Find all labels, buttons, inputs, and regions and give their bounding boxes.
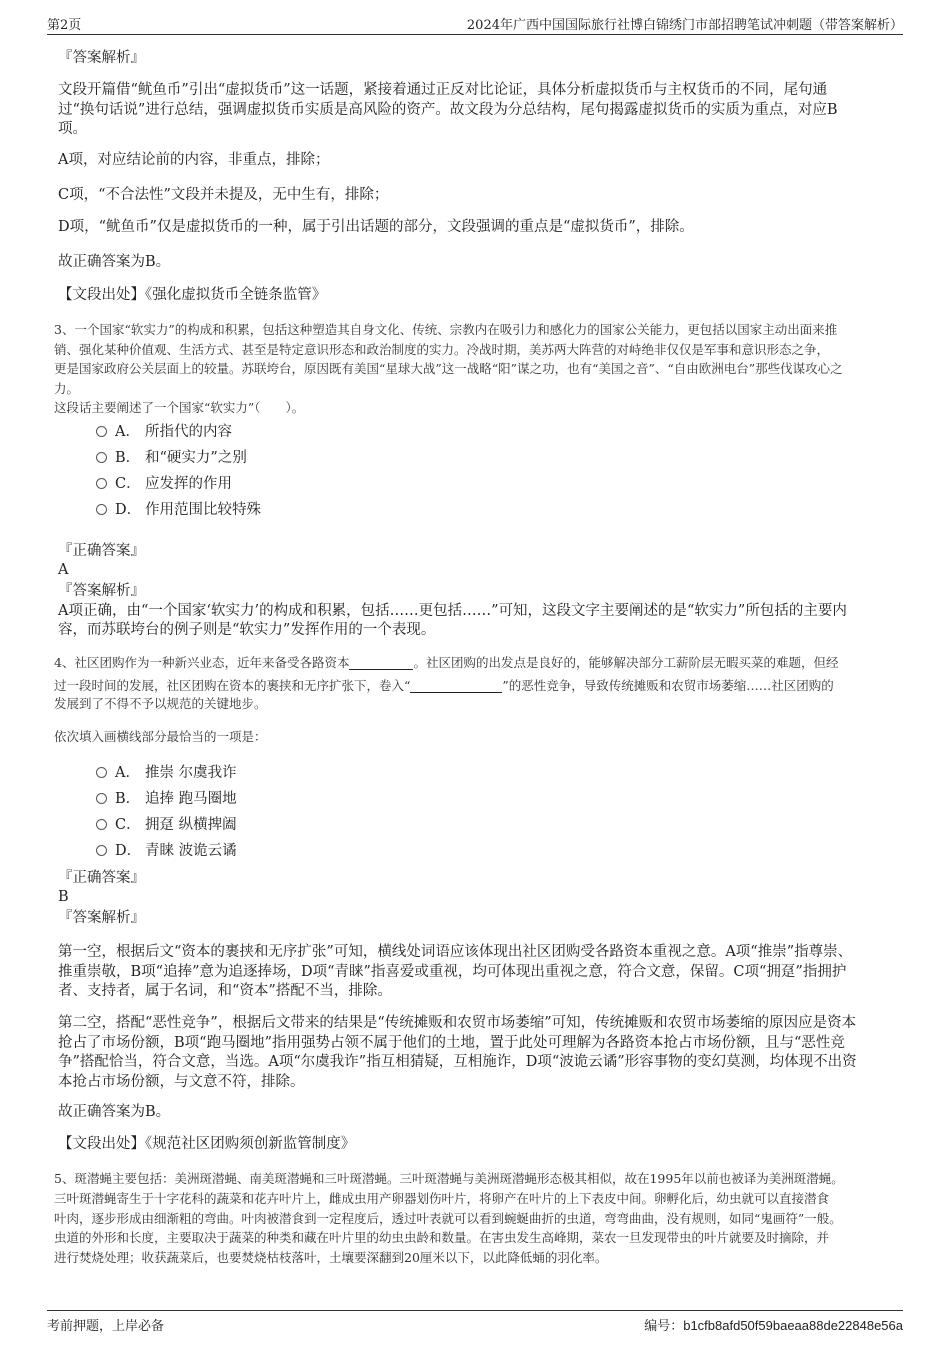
- q3-option-a[interactable]: A． 所指代的内容: [96, 422, 232, 442]
- q2-analysis-line: 项。: [58, 121, 87, 137]
- q2-analysis-a: A项，对应结论前的内容，非重点，排除；: [58, 152, 330, 168]
- radio-icon[interactable]: [96, 793, 107, 804]
- document-title: 2024年广西中国国际旅行社博白锦绣门市部招聘笔试冲刺题（带答案解析）: [466, 18, 903, 33]
- page-footer: [47, 1310, 903, 1335]
- q4-stem-line: 过一段时间的发展，社区团购在资本的裹挟和无序扩张下，卷入“ ”的恶性竞争，导致传统摊贩和农贸市场萎缩……社区团购的: [54, 678, 834, 693]
- document-id: 编号：b1cfb8afd50f59baeaa88de22848e56a: [644, 1318, 903, 1333]
- q4-conclusion: 故正确答案为B。: [58, 1104, 171, 1120]
- q4-analysis-label: 『答案解析』: [58, 910, 145, 926]
- q3-stem-line: 力。: [54, 381, 80, 396]
- q2-analysis-label: 『答案解析』: [58, 50, 145, 66]
- q3-stem-line: 销、强化某种价值观、生活方式、甚至是特定意识形态和政治制度的实力。冷战时期，美苏两大阵营的对峙绝非仅仅是军事和意识形态之争，: [54, 342, 830, 357]
- q3-option-d[interactable]: D． 作用范围比较特殊: [96, 500, 261, 520]
- q4-analysis-line: 争”搭配恰当，符合文意，当选。A项“尔虞我诈”指互相猜疑，互相施诈，D项“波诡云谲”形容事物的变幻莫测，均体现不出资: [58, 1054, 857, 1070]
- q2-source: 【文段出处】《强化虚拟货币全链条监管》: [58, 287, 327, 303]
- radio-icon[interactable]: [96, 478, 107, 489]
- q2-analysis-line: 过“换句话说”进行总结，强调虚拟货币实质是高风险的资产。故文段为分总结构，尾句揭露虚拟货币的实质为重点，对应B: [58, 102, 838, 118]
- q4-stem-line: 发展到了不得不予以规范的关键地步。: [54, 696, 267, 711]
- q4-option-a[interactable]: A． 推崇 尔虞我诈: [96, 763, 237, 783]
- q5-stem-line: 三叶斑潜蝇寄生于十字花科的蔬菜和花卉叶片上，雌成虫用产卵器划伤叶片，将卵产在叶片的上下表皮中间。卵孵化后，幼虫就可以直接潜食: [54, 1191, 830, 1206]
- q4-analysis-line: 抢占了市场份额，B项“跑马圈地”指用强势占领不属于他们的土地，置于此处可理解为各路资本抢占市场份额，且与“恶性竞: [58, 1035, 845, 1051]
- q4-question: 依次填入画横线部分最恰当的一项是：: [54, 729, 267, 744]
- q4-analysis-line: 者、支持者，属于名词，和“资本”搭配不当，排除。: [58, 983, 392, 999]
- footer-slogan: 考前押题，上岸必备: [47, 1319, 165, 1334]
- page-number: 第2页: [47, 18, 82, 33]
- radio-icon[interactable]: [96, 426, 107, 437]
- radio-icon[interactable]: [96, 767, 107, 778]
- q4-source: 【文段出处】《规范社区团购须创新监管制度》: [58, 1136, 356, 1152]
- q4-analysis-line: 第二空，搭配“恶性竞争”，根据后文带来的结果是“传统摊贩和农贸市场萎缩”可知，传统摊贩和农贸市场萎缩的原因应是资本: [58, 1015, 857, 1031]
- q3-analysis-label: 『答案解析』: [58, 583, 145, 599]
- q3-question: 这段话主要阐述了一个国家“软实力”（ ）。: [54, 400, 305, 415]
- q3-answer: A: [58, 562, 69, 578]
- q2-conclusion: 故正确答案为B。: [58, 254, 171, 270]
- radio-icon[interactable]: [96, 845, 107, 856]
- q5-stem-line: 5、斑潜蝇主要包括：美洲斑潜蝇、南美斑潜蝇和三叶斑潜蝇。三叶斑潜蝇与美洲斑潜蝇形态极其相似，故在1995年以前也被译为美洲斑潜蝇。: [54, 1171, 844, 1186]
- q4-option-d[interactable]: D． 青睐 波诡云谲: [96, 841, 237, 861]
- q5-stem-line: 虫道的外形和长度，主要取决于蔬菜的种类和藏在叶片里的幼虫虫龄和数量。在害虫发生高峰期，菜农一旦发现带虫的叶片就要及时摘除，并: [54, 1230, 830, 1245]
- q4-stem-line: 4、社区团购作为一种新兴业态，近年来备受各路资本 。社区团购的出发点是良好的，能够解决部分工薪阶层无暇买菜的难题，但经: [54, 655, 839, 670]
- q3-stem-line: 3、一个国家“软实力”的构成和积累，包括这种塑造其自身文化、传统、宗教内在吸引力和感化力的国家公关能力，更包括以国家主动出面来推: [54, 322, 838, 337]
- q4-analysis-line: 第一空，根据后文“资本的裹挟和无序扩张”可知，横线处词语应该体现出社区团购受各路资本重视之意。A项“推崇”指尊崇、: [58, 944, 853, 960]
- q4-answer: B: [58, 889, 69, 905]
- q5-stem-line: 叶肉，逐步形成由细渐粗的弯曲。叶肉被潜食到一定程度后，透过叶表就可以看到蜿蜒曲折的虫道，弯弯曲曲，没有规则，如同“鬼画符”一般。: [54, 1211, 842, 1226]
- q4-analysis-line: 推重崇敬，B项“追捧”意为追逐捧场，D项“青睐”指喜爱或重视，均可体现出重视之意，符合文意，保留。C项“拥趸”指拥护: [58, 964, 847, 980]
- fill-blank: [410, 678, 502, 693]
- q3-analysis-line: A项正确，由“一个国家‘软实力’的构成和积累，包括……更包括……”可知，这段文字主要阐述的是“软实力”所包括的主要内: [58, 603, 847, 619]
- page-header: [47, 12, 903, 35]
- radio-icon[interactable]: [96, 819, 107, 830]
- q3-stem-line: 更是国家政府公关层面上的较量。苏联垮台，原因既有美国“星球大战”这一战略“阳”谋之功，也有“美国之音”、“自由欧洲电台”那些伐谋攻心之: [54, 361, 843, 376]
- fill-blank: [349, 655, 413, 670]
- q3-analysis-line: 容，而苏联垮台的例子则是“软实力”发挥作用的一个表现。: [58, 622, 436, 638]
- q2-analysis-d: D项，“鱿鱼币”仅是虚拟货币的一种，属于引出话题的部分，文段强调的重点是“虚拟货币”，排除。: [58, 219, 694, 235]
- radio-icon[interactable]: [96, 504, 107, 515]
- q4-option-c[interactable]: C． 拥趸 纵横捭阖: [96, 815, 237, 835]
- q2-analysis-c: C项，“不合法性”文段并未提及，无中生有，排除；: [58, 187, 389, 203]
- q4-answer-label: 『正确答案』: [58, 870, 145, 886]
- q3-option-c[interactable]: C． 应发挥的作用: [96, 474, 232, 494]
- q4-option-b[interactable]: B． 追捧 跑马圈地: [96, 789, 237, 809]
- radio-icon[interactable]: [96, 452, 107, 463]
- q5-stem-line: 进行焚烧处理；收获蔬菜后，也要焚烧枯枝落叶，土壤要深翻到20厘米以下，以此降低蛹的羽化率。: [54, 1250, 608, 1265]
- q3-answer-label: 『正确答案』: [58, 543, 145, 559]
- q3-option-b[interactable]: B． 和“硬实力”之别: [96, 448, 247, 468]
- q2-analysis-line: 文段开篇借“鱿鱼币”引出“虚拟货币”这一话题，紧接着通过正反对比论证，具体分析虚拟货币与主权货币的不同，尾句通: [58, 82, 828, 98]
- q4-analysis-line: 本抢占市场份额，与文意不符，排除。: [58, 1074, 305, 1090]
